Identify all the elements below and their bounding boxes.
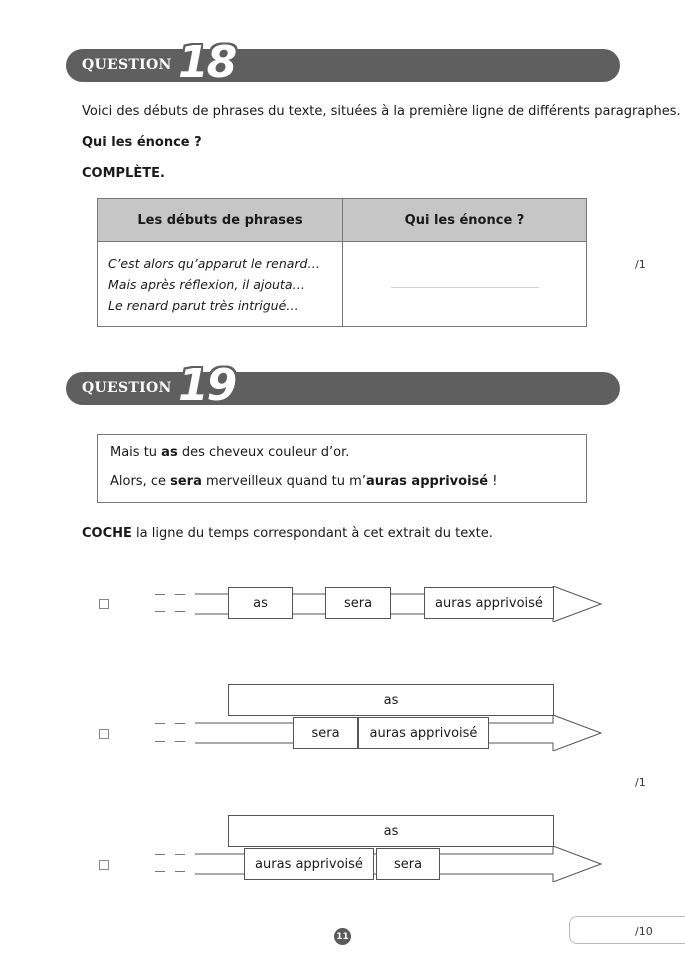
timeline-dash: [175, 741, 185, 742]
q18-intro: Voici des débuts de phrases du texte, situées à la première ligne de différents paragraphes.: [82, 104, 681, 119]
timeline-dash: [175, 871, 185, 872]
question-18-banner: [66, 37, 620, 88]
timeline-dash: [155, 594, 165, 595]
table-header-speaker: Qui les énonce ?: [343, 199, 587, 242]
total-score: /10: [635, 925, 653, 938]
timeline-dash: [175, 723, 185, 724]
timeline-box-sera: sera: [293, 717, 358, 749]
q19-score: /1: [635, 776, 646, 789]
phrase: C’est alors qu’apparut le renard…: [108, 255, 320, 271]
page-number: 11: [334, 928, 351, 945]
timeline-dash: [175, 611, 185, 612]
question-label: QUESTION: [82, 57, 172, 73]
timeline-box-sera: sera: [325, 587, 391, 619]
option-3-checkbox[interactable]: [99, 860, 109, 870]
timeline-dash: [155, 723, 165, 724]
quote-line-1: Mais tu as des cheveux couleur d’or.: [110, 445, 350, 460]
option-2-checkbox[interactable]: [99, 729, 109, 739]
quote-line-2: Alors, ce sera merveilleux quand tu m’auras apprivoisé !: [110, 474, 498, 489]
question-number: 18: [178, 37, 236, 88]
phrase: Mais après réflexion, il ajouta…: [108, 276, 305, 292]
timeline-dash: [155, 854, 165, 855]
timeline-box-as: as: [228, 815, 554, 847]
timeline-dash: [155, 741, 165, 742]
timeline-dash: [175, 594, 185, 595]
table-header-phrases: Les débuts de phrases: [98, 199, 343, 242]
q18-score: /1: [635, 258, 646, 271]
timeline-dash: [175, 854, 185, 855]
timeline-box-auras-apprivoise: auras apprivoisé: [358, 717, 489, 749]
question-number: 19: [178, 360, 236, 411]
question-19-banner: [66, 360, 620, 411]
timeline-box-auras-apprivoise: auras apprivoisé: [424, 587, 554, 619]
phrases-cell: [98, 242, 343, 327]
answer-cell[interactable]: [343, 242, 587, 327]
timeline-box-as: as: [228, 587, 293, 619]
total-score-box: [569, 916, 685, 944]
q18-question: Qui les énonce ?: [82, 135, 202, 150]
option-1-checkbox[interactable]: [99, 599, 109, 609]
timeline-dash: [155, 871, 165, 872]
q18-instruction: COMPLÈTE.: [82, 166, 165, 181]
phrase: Le renard parut très intrigué…: [108, 297, 299, 313]
timeline-dash: [155, 611, 165, 612]
timeline-box-sera: sera: [376, 848, 440, 880]
q18-table: [97, 198, 587, 327]
timeline-box-auras-apprivoise: auras apprivoisé: [244, 848, 374, 880]
timeline-box-as: as: [228, 684, 554, 716]
answer-line[interactable]: [391, 287, 539, 288]
q19-quote-box: [97, 434, 587, 503]
q19-instruction: COCHE la ligne du temps correspondant à cet extrait du texte.: [82, 526, 493, 541]
question-label: QUESTION: [82, 380, 172, 396]
